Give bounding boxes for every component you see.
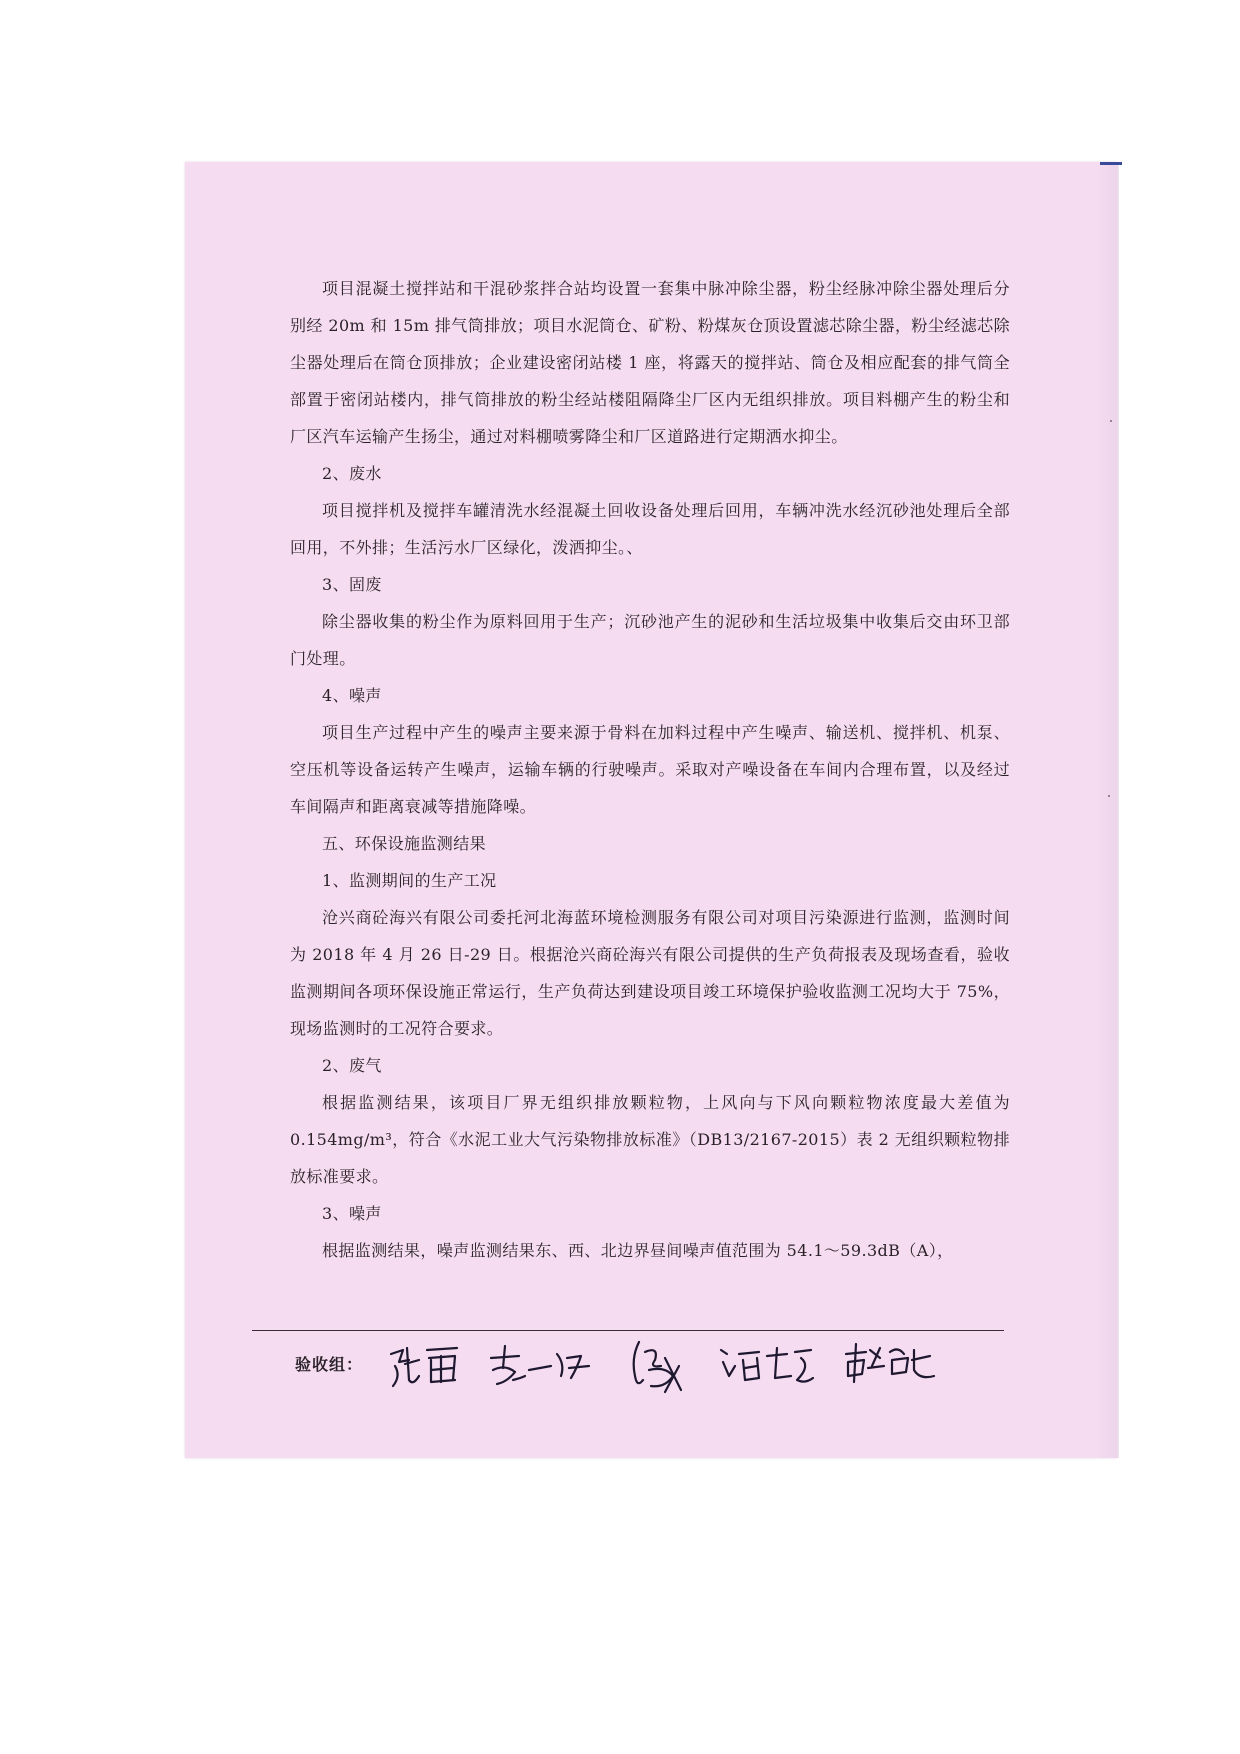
paragraph-noise-results: 根据监测结果，噪声监测结果东、西、北边界昼间噪声值范围为 54.1～59.3dB（A），: [322, 1241, 954, 1260]
heading-waste-gas: 2、废气: [322, 1056, 382, 1075]
scan-edge-shadow: [1097, 162, 1119, 1458]
heading-monitoring-results: 五、环保设施监测结果: [322, 834, 487, 853]
paragraph-production-conditions: 沧兴商砼海兴有限公司委托河北海蓝环境检测服务有限公司对项目污染源进行监测，监测时间为 2018 年 4 月 26 日-29 日。根据沧兴商砼海兴有限公司提供的生产负荷报表及现场查看，验收监测期间各项环保设施正常运行，生产负荷达到建设项目竣工环境保护验收监测工况均大于 75%，现场监测时的工况符合要求。: [290, 908, 1010, 1038]
scan-speck: [1110, 420, 1112, 422]
heading-wastewater: 2、废水: [322, 464, 382, 483]
paragraph-waste-gas: 根据监测结果，该项目厂界无组织排放颗粒物，上风向与下风向颗粒物浓度最大差值为 0.154mg/m³，符合《水泥工业大气污染物排放标准》（DB13/2167-2015）表 2 无组织颗粒物排放标准要求。: [290, 1093, 1010, 1186]
paragraph-wastewater: 项目搅拌机及搅拌车罐清洗水经混凝土回收设备处理后回用，车辆冲洗水经沉砂池处理后全部回用，不外排；生活污水厂区绿化，泼洒抑尘。、: [290, 501, 1010, 557]
handwritten-signature-1: [385, 1336, 465, 1396]
handwritten-signature-3: [625, 1336, 695, 1396]
handwritten-signature-4: [715, 1336, 815, 1396]
heading-noise-results: 3、噪声: [322, 1204, 382, 1223]
heading-solid-waste: 3、固废: [322, 575, 382, 594]
handwritten-signature-2: [485, 1336, 595, 1396]
heading-production-conditions: 1、监测期间的生产工况: [322, 871, 497, 890]
paragraph-noise: 项目生产过程中产生的噪声主要来源于骨料在加料过程中产生噪声、输送机、搅拌机、机泵、空压机等设备运转产生噪声，运输车辆的行驶噪声。采取对产噪设备在车间内合理布置，以及经过车间隔声和距离衰减等措施降噪。: [290, 723, 1010, 816]
paragraph-solid-waste: 除尘器收集的粉尘作为原料回用于生产；沉砂池产生的泥砂和生活垃圾集中收集后交由环卫部门处理。: [290, 612, 1010, 668]
scanner-corner-mark: [1100, 162, 1122, 165]
signature-rule: [252, 1330, 1004, 1331]
paragraph-dust-treatment: 项目混凝土搅拌站和干混砂浆拌合站均设置一套集中脉冲除尘器，粉尘经脉冲除尘器处理后分别经 20m 和 15m 排气筒排放；项目水泥筒仓、矿粉、粉煤灰仓顶设置滤芯除尘器，粉尘经滤芯除尘器处理后在筒仓顶排放；企业建设密闭站楼 1 座，将露天的搅拌站、筒仓及相应配套的排气筒全部置于密闭站楼内，排气筒排放的粉尘经站楼阻隔降尘厂区内无组织排放。项目料棚产生的粉尘和厂区汽车运输产生扬尘，通过对料棚喷雾降尘和厂区道路进行定期洒水抑尘。: [290, 279, 1010, 446]
handwritten-signature-5: [840, 1336, 940, 1396]
scan-speck: [1108, 795, 1110, 797]
heading-noise: 4、噪声: [322, 686, 382, 705]
document-body: [290, 270, 1010, 1269]
acceptance-group-label: 验收组：: [295, 1355, 364, 1374]
acceptance-group-signatures: [295, 1336, 1015, 1396]
